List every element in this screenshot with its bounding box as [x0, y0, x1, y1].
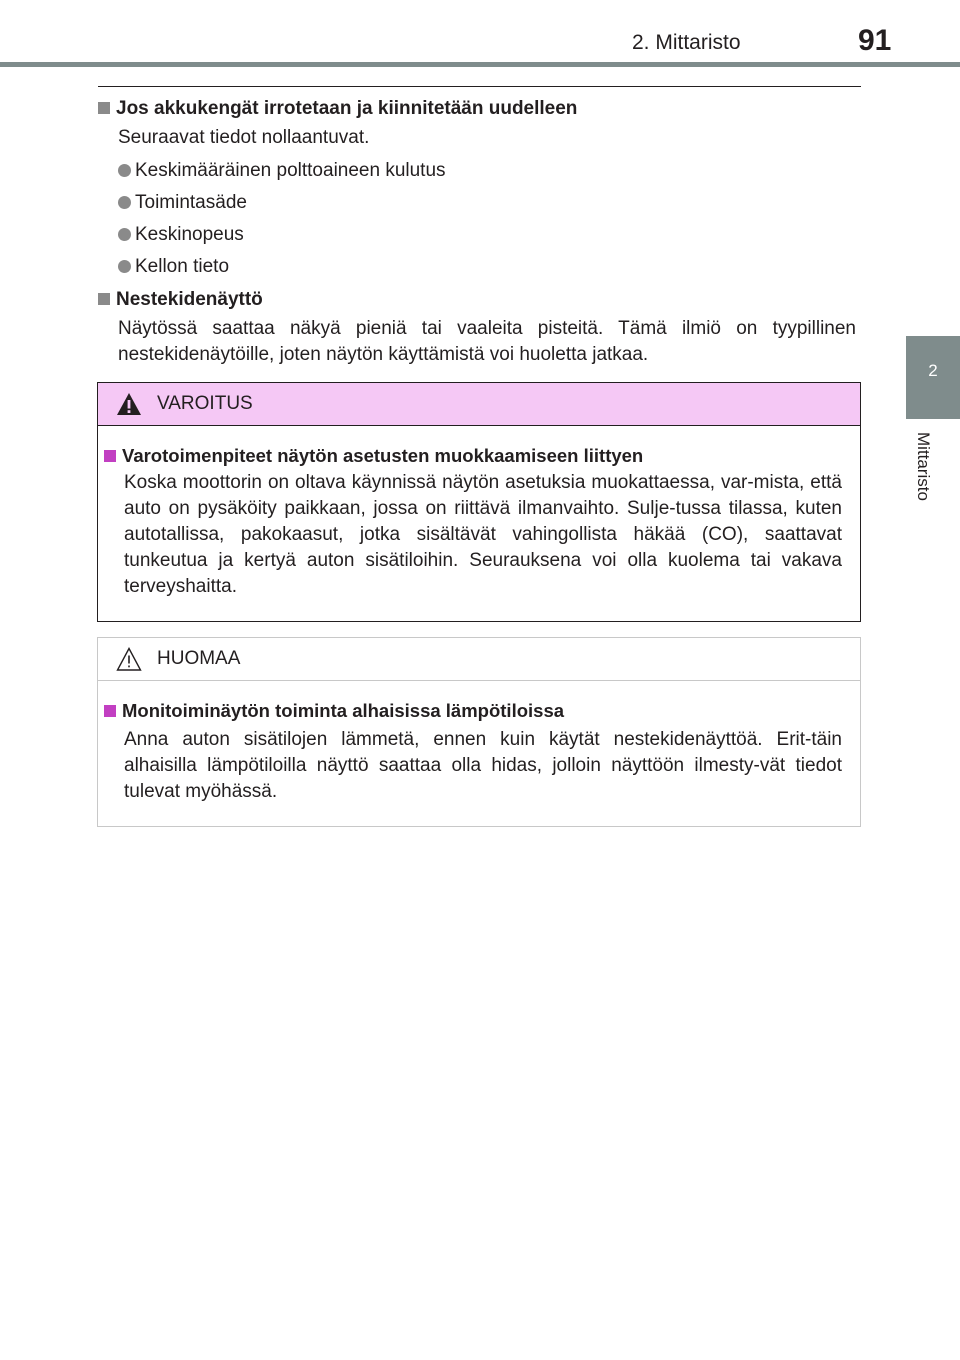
square-bullet-icon — [104, 450, 116, 462]
section-intro: Seuraavat tiedot nollaantuvat. — [118, 127, 370, 148]
notice-body: Anna auton sisätilojen lämmetä, ennen kuin käytät nestekidenäyttöä. Erit-täin alhaisilla lämpötiloilla näyttö saattaa olla hidas, jolloin näyttöön ilmesty-vät tiedot tulevat myöhässä. — [124, 729, 842, 802]
circle-bullet-icon — [118, 228, 131, 241]
section-divider — [98, 86, 861, 87]
warning-header — [98, 383, 860, 426]
warning-triangle-icon — [116, 392, 142, 416]
section-body: Näytössä saattaa näkyä pieniä tai vaaleita pisteitä. Tämä ilmiö on tyypillinen nestekidenäytöille, joten näytön käyttämistä voi huoletta jatkaa. — [118, 318, 856, 365]
section-heading-text: Nestekidenäyttö — [116, 289, 263, 310]
section-heading-lcd — [98, 288, 263, 312]
chapter-side-tab[interactable] — [906, 336, 960, 419]
list-item: Toimintasäde — [118, 191, 247, 215]
warning-body: Koska moottorin on oltava käynnissä näytön asetuksia muokattaessa, var-mista, että auto on pysäköity paikkaan, jossa on riittävä ilmanvaihto. Sulje-tussa tilassa, kuten autotallissa, pakokaasut, jotka sisältävät vahingollista häkää (CO), saattavat tunkeutua ja kertyä auton sisätiloihin. Seurauksena voi olla kuolema tai vakava terveyshaitta. — [124, 472, 842, 597]
warning-item-heading: Varotoimenpiteet näytön asetusten muokkaamiseen liittyen — [104, 445, 643, 467]
square-bullet-icon — [104, 705, 116, 717]
list-item: Keskinopeus — [118, 223, 244, 247]
list-item: Keskimääräinen polttoaineen kulutus — [118, 159, 446, 183]
section-heading-text: Jos akkukengät irrotetaan ja kiinnitetään uudelleen — [116, 98, 578, 119]
header-rule — [0, 62, 960, 67]
warning-title: VAROITUS — [157, 393, 253, 414]
chapter-tab-number: 2 — [928, 361, 938, 380]
section-heading-battery — [98, 97, 577, 121]
notice-title: HUOMAA — [157, 648, 241, 669]
square-bullet-icon — [98, 102, 110, 114]
notice-item-heading: Monitoiminäytön toiminta alhaisissa lämpötiloissa — [104, 700, 564, 722]
caution-triangle-icon — [116, 647, 142, 671]
list-item: Kellon tieto — [118, 255, 229, 279]
header-chapter-title: 2. Mittaristo — [632, 31, 741, 54]
square-bullet-icon — [98, 293, 110, 305]
notice-box — [97, 637, 861, 827]
warning-box — [97, 382, 861, 622]
chapter-side-label: Mittaristo — [914, 432, 933, 501]
circle-bullet-icon — [118, 196, 131, 209]
circle-bullet-icon — [118, 164, 131, 177]
circle-bullet-icon — [118, 260, 131, 273]
page-number: 91 — [858, 24, 892, 57]
notice-header — [98, 638, 860, 681]
